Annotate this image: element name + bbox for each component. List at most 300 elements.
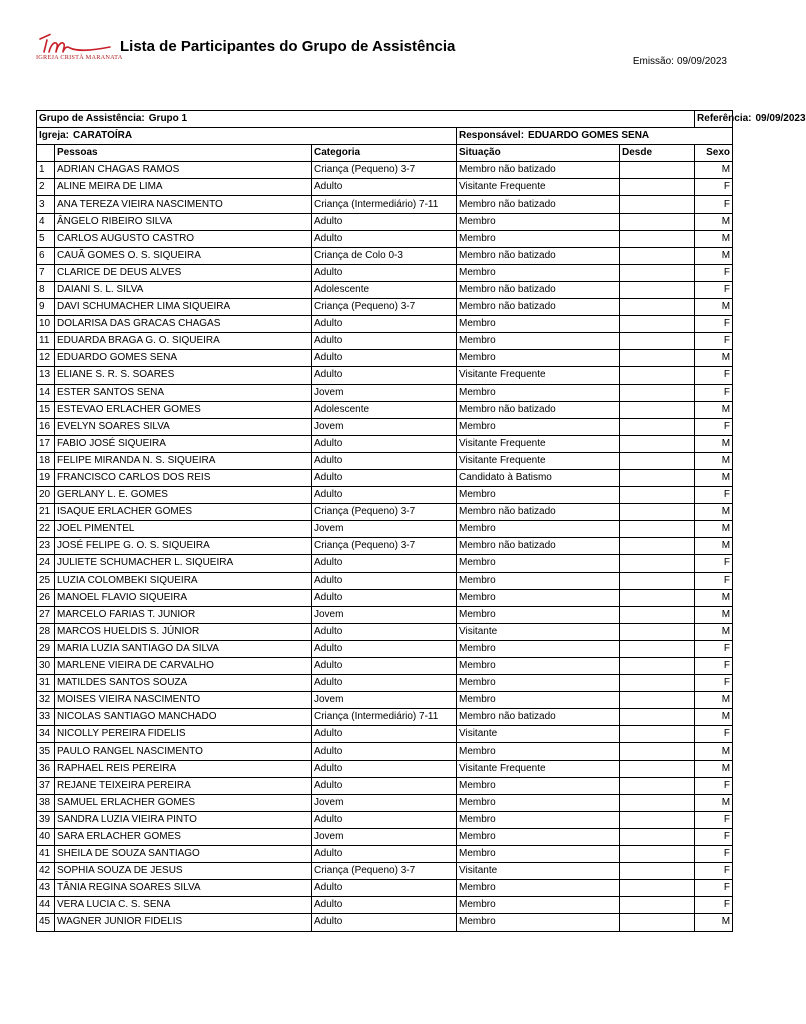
row-number: 23 bbox=[37, 538, 55, 555]
person-situation: Membro não batizado bbox=[457, 247, 620, 264]
row-number: 7 bbox=[37, 264, 55, 281]
church-info-row bbox=[37, 128, 733, 145]
person-category: Adolescente bbox=[312, 281, 457, 298]
row-number: 40 bbox=[37, 828, 55, 845]
person-since bbox=[620, 179, 695, 196]
person-category: Adulto bbox=[312, 213, 457, 230]
person-name: LUZIA COLOMBEKI SIQUEIRA bbox=[55, 572, 312, 589]
person-name: ELIANE S. R. S. SOARES bbox=[55, 367, 312, 384]
person-since bbox=[620, 401, 695, 418]
row-number: 38 bbox=[37, 794, 55, 811]
person-situation: Membro bbox=[457, 230, 620, 247]
person-category: Adulto bbox=[312, 760, 457, 777]
person-category: Criança (Intermediário) 7-11 bbox=[312, 196, 457, 213]
person-name: RAPHAEL REIS PEREIRA bbox=[55, 760, 312, 777]
row-number: 42 bbox=[37, 863, 55, 880]
group-label: Grupo de Assistência: bbox=[39, 113, 145, 125]
person-name: MARLENE VIEIRA DE CARVALHO bbox=[55, 658, 312, 675]
table-row bbox=[37, 538, 733, 555]
church-value: CARATOÍRA bbox=[73, 130, 133, 142]
table-row bbox=[37, 606, 733, 623]
table-row bbox=[37, 264, 733, 281]
row-number: 26 bbox=[37, 589, 55, 606]
person-sex: M bbox=[695, 435, 733, 452]
person-category: Adulto bbox=[312, 743, 457, 760]
person-since bbox=[620, 846, 695, 863]
person-category: Adulto bbox=[312, 555, 457, 572]
row-number: 44 bbox=[37, 897, 55, 914]
emission-label: Emissão: bbox=[632, 56, 674, 67]
table-row bbox=[37, 350, 733, 367]
person-category: Adulto bbox=[312, 316, 457, 333]
person-since bbox=[620, 452, 695, 469]
person-sex: M bbox=[695, 760, 733, 777]
person-sex: F bbox=[695, 726, 733, 743]
person-since bbox=[620, 743, 695, 760]
person-name: SANDRA LUZIA VIEIRA PINTO bbox=[55, 811, 312, 828]
responsible-value: EDUARDO GOMES SENA bbox=[528, 130, 650, 142]
person-situation: Membro bbox=[457, 811, 620, 828]
person-since bbox=[620, 299, 695, 316]
person-sex: F bbox=[695, 658, 733, 675]
person-since bbox=[620, 760, 695, 777]
row-number: 36 bbox=[37, 760, 55, 777]
person-category: Adulto bbox=[312, 435, 457, 452]
table-row bbox=[37, 504, 733, 521]
person-name: PAULO RANGEL NASCIMENTO bbox=[55, 743, 312, 760]
participants-table bbox=[36, 110, 806, 932]
person-situation: Membro bbox=[457, 828, 620, 845]
person-sex: M bbox=[695, 709, 733, 726]
person-situation: Membro bbox=[457, 692, 620, 709]
person-since bbox=[620, 880, 695, 897]
person-since bbox=[620, 640, 695, 657]
person-name: WAGNER JUNIOR FIDELIS bbox=[55, 914, 312, 931]
person-sex: M bbox=[695, 162, 733, 179]
person-category: Adulto bbox=[312, 264, 457, 281]
row-number: 14 bbox=[37, 384, 55, 401]
person-sex: M bbox=[695, 452, 733, 469]
row-number: 41 bbox=[37, 846, 55, 863]
person-name: JOSÉ FELIPE G. O. S. SIQUEIRA bbox=[55, 538, 312, 555]
row-number: 21 bbox=[37, 504, 55, 521]
person-situation: Membro bbox=[457, 589, 620, 606]
church-label: Igreja: bbox=[39, 130, 70, 142]
person-sex: M bbox=[695, 692, 733, 709]
header-situation: Situação bbox=[457, 145, 620, 162]
table-row bbox=[37, 589, 733, 606]
header-since: Desde bbox=[620, 145, 695, 162]
person-situation: Membro não batizado bbox=[457, 709, 620, 726]
group-info-row bbox=[37, 111, 733, 128]
row-number: 2 bbox=[37, 179, 55, 196]
table-row bbox=[37, 384, 733, 401]
person-category: Criança (Pequeno) 3-7 bbox=[312, 299, 457, 316]
person-situation: Membro bbox=[457, 640, 620, 657]
row-number: 28 bbox=[37, 623, 55, 640]
person-situation: Visitante bbox=[457, 726, 620, 743]
person-name: SARA ERLACHER GOMES bbox=[55, 828, 312, 845]
group-value: Grupo 1 bbox=[148, 113, 188, 125]
person-category: Adulto bbox=[312, 350, 457, 367]
person-name: ISAQUE ERLACHER GOMES bbox=[55, 504, 312, 521]
person-situation: Membro bbox=[457, 777, 620, 794]
person-category: Adulto bbox=[312, 623, 457, 640]
person-since bbox=[620, 247, 695, 264]
person-name: JOEL PIMENTEL bbox=[55, 521, 312, 538]
person-sex: F bbox=[695, 811, 733, 828]
page-title: Lista de Participantes do Grupo de Assistência bbox=[120, 38, 456, 55]
header-number bbox=[37, 145, 55, 162]
row-number: 10 bbox=[37, 316, 55, 333]
person-since bbox=[620, 504, 695, 521]
person-sex: M bbox=[695, 743, 733, 760]
person-sex: M bbox=[695, 299, 733, 316]
row-number: 11 bbox=[37, 333, 55, 350]
person-situation: Membro bbox=[457, 880, 620, 897]
person-name: DAIANI S. L. SILVA bbox=[55, 281, 312, 298]
person-category: Jovem bbox=[312, 794, 457, 811]
logo-caption: IGREJA CRISTÃ MARANATA bbox=[36, 54, 123, 61]
table-row bbox=[37, 777, 733, 794]
person-category: Criança (Pequeno) 3-7 bbox=[312, 863, 457, 880]
person-category: Adulto bbox=[312, 367, 457, 384]
table-row bbox=[37, 418, 733, 435]
table-row bbox=[37, 281, 733, 298]
person-sex: F bbox=[695, 863, 733, 880]
person-since bbox=[620, 418, 695, 435]
person-since bbox=[620, 384, 695, 401]
table-row bbox=[37, 794, 733, 811]
person-sex: F bbox=[695, 281, 733, 298]
person-sex: M bbox=[695, 589, 733, 606]
person-category: Criança (Pequeno) 3-7 bbox=[312, 504, 457, 521]
table-row bbox=[37, 162, 733, 179]
person-since bbox=[620, 572, 695, 589]
person-name: CARLOS AUGUSTO CASTRO bbox=[55, 230, 312, 247]
person-situation: Visitante bbox=[457, 623, 620, 640]
person-since bbox=[620, 589, 695, 606]
table-row bbox=[37, 863, 733, 880]
person-situation: Membro não batizado bbox=[457, 299, 620, 316]
row-number: 30 bbox=[37, 658, 55, 675]
person-sex: F bbox=[695, 880, 733, 897]
person-sex: F bbox=[695, 367, 733, 384]
table-row bbox=[37, 692, 733, 709]
table-row bbox=[37, 623, 733, 640]
person-name: MATILDES SANTOS SOUZA bbox=[55, 675, 312, 692]
responsible-cell bbox=[457, 128, 733, 145]
person-name: FRANCISCO CARLOS DOS REIS bbox=[55, 469, 312, 486]
table-row bbox=[37, 709, 733, 726]
person-name: SOPHIA SOUZA DE JESUS bbox=[55, 863, 312, 880]
row-number: 29 bbox=[37, 640, 55, 657]
person-category: Criança (Pequeno) 3-7 bbox=[312, 162, 457, 179]
person-sex: M bbox=[695, 213, 733, 230]
person-name: FELIPE MIRANDA N. S. SIQUEIRA bbox=[55, 452, 312, 469]
person-sex: F bbox=[695, 640, 733, 657]
person-since bbox=[620, 623, 695, 640]
person-since bbox=[620, 555, 695, 572]
person-since bbox=[620, 367, 695, 384]
person-since bbox=[620, 162, 695, 179]
row-number: 45 bbox=[37, 914, 55, 931]
row-number: 35 bbox=[37, 743, 55, 760]
person-sex: M bbox=[695, 230, 733, 247]
row-number: 9 bbox=[37, 299, 55, 316]
person-name: REJANE TEIXEIRA PEREIRA bbox=[55, 777, 312, 794]
row-number: 27 bbox=[37, 606, 55, 623]
person-situation: Membro bbox=[457, 658, 620, 675]
row-number: 5 bbox=[37, 230, 55, 247]
person-name: EDUARDA BRAGA G. O. SIQUEIRA bbox=[55, 333, 312, 350]
row-number: 4 bbox=[37, 213, 55, 230]
person-sex: M bbox=[695, 469, 733, 486]
person-since bbox=[620, 521, 695, 538]
row-number: 16 bbox=[37, 418, 55, 435]
person-situation: Membro bbox=[457, 555, 620, 572]
table-row bbox=[37, 828, 733, 845]
person-category: Adulto bbox=[312, 572, 457, 589]
person-situation: Membro bbox=[457, 487, 620, 504]
person-since bbox=[620, 264, 695, 281]
person-category: Adulto bbox=[312, 589, 457, 606]
row-number: 39 bbox=[37, 811, 55, 828]
person-since bbox=[620, 606, 695, 623]
person-since bbox=[620, 658, 695, 675]
person-situation: Membro não batizado bbox=[457, 281, 620, 298]
person-sex: F bbox=[695, 264, 733, 281]
person-name: GERLANY L. E. GOMES bbox=[55, 487, 312, 504]
row-number: 37 bbox=[37, 777, 55, 794]
person-situation: Membro bbox=[457, 794, 620, 811]
table-row bbox=[37, 658, 733, 675]
person-category: Jovem bbox=[312, 418, 457, 435]
person-name: CAUÃ GOMES O. S. SIQUEIRA bbox=[55, 247, 312, 264]
table-row bbox=[37, 299, 733, 316]
table-row bbox=[37, 914, 733, 931]
person-name: SHEILA DE SOUZA SANTIAGO bbox=[55, 846, 312, 863]
person-since bbox=[620, 487, 695, 504]
row-number: 6 bbox=[37, 247, 55, 264]
emission-value: 09/09/2023 bbox=[676, 56, 727, 67]
table-row bbox=[37, 247, 733, 264]
table-row bbox=[37, 760, 733, 777]
person-category: Criança (Pequeno) 3-7 bbox=[312, 538, 457, 555]
person-since bbox=[620, 828, 695, 845]
row-number: 3 bbox=[37, 196, 55, 213]
person-situation: Membro bbox=[457, 606, 620, 623]
person-situation: Membro bbox=[457, 350, 620, 367]
person-name: FABIO JOSÉ SIQUEIRA bbox=[55, 435, 312, 452]
row-number: 15 bbox=[37, 401, 55, 418]
person-category: Adolescente bbox=[312, 401, 457, 418]
person-situation: Membro bbox=[457, 914, 620, 931]
person-category: Adulto bbox=[312, 914, 457, 931]
person-sex: F bbox=[695, 828, 733, 845]
person-situation: Visitante bbox=[457, 863, 620, 880]
person-name: NICOLAS SANTIAGO MANCHADO bbox=[55, 709, 312, 726]
table-row bbox=[37, 316, 733, 333]
person-category: Adulto bbox=[312, 777, 457, 794]
person-situation: Membro não batizado bbox=[457, 538, 620, 555]
row-number: 13 bbox=[37, 367, 55, 384]
person-situation: Membro bbox=[457, 316, 620, 333]
table-header-row bbox=[37, 145, 733, 162]
person-sex: F bbox=[695, 179, 733, 196]
person-name: MANOEL FLAVIO SIQUEIRA bbox=[55, 589, 312, 606]
person-name: MARCOS HUELDIS S. JÚNIOR bbox=[55, 623, 312, 640]
person-name: MARCELO FARIAS T. JUNIOR bbox=[55, 606, 312, 623]
person-name: DAVI SCHUMACHER LIMA SIQUEIRA bbox=[55, 299, 312, 316]
person-name: JULIETE SCHUMACHER L. SIQUEIRA bbox=[55, 555, 312, 572]
person-category: Adulto bbox=[312, 179, 457, 196]
table-row bbox=[37, 675, 733, 692]
person-since bbox=[620, 469, 695, 486]
person-sex: M bbox=[695, 521, 733, 538]
person-since bbox=[620, 196, 695, 213]
table-row bbox=[37, 401, 733, 418]
person-situation: Membro bbox=[457, 418, 620, 435]
person-category: Adulto bbox=[312, 452, 457, 469]
person-name: VERA LUCIA C. S. SENA bbox=[55, 897, 312, 914]
emission-date bbox=[630, 56, 727, 67]
person-category: Criança (Intermediário) 7-11 bbox=[312, 709, 457, 726]
person-category: Adulto bbox=[312, 897, 457, 914]
header-sex: Sexo bbox=[695, 145, 733, 162]
table-row bbox=[37, 811, 733, 828]
person-since bbox=[620, 811, 695, 828]
person-sex: M bbox=[695, 623, 733, 640]
person-category: Adulto bbox=[312, 846, 457, 863]
person-since bbox=[620, 538, 695, 555]
person-sex: F bbox=[695, 675, 733, 692]
person-name: ADRIAN CHAGAS RAMOS bbox=[55, 162, 312, 179]
header-category: Categoria bbox=[312, 145, 457, 162]
table-row bbox=[37, 452, 733, 469]
person-category: Adulto bbox=[312, 640, 457, 657]
row-number: 24 bbox=[37, 555, 55, 572]
person-sex: F bbox=[695, 777, 733, 794]
row-number: 31 bbox=[37, 675, 55, 692]
person-category: Jovem bbox=[312, 606, 457, 623]
table-row bbox=[37, 487, 733, 504]
row-number: 22 bbox=[37, 521, 55, 538]
table-row bbox=[37, 213, 733, 230]
person-since bbox=[620, 435, 695, 452]
person-situation: Membro bbox=[457, 213, 620, 230]
table-row bbox=[37, 333, 733, 350]
table-row bbox=[37, 640, 733, 657]
person-category: Adulto bbox=[312, 333, 457, 350]
table-row bbox=[37, 846, 733, 863]
person-situation: Membro bbox=[457, 521, 620, 538]
person-since bbox=[620, 333, 695, 350]
person-situation: Membro bbox=[457, 572, 620, 589]
reference-cell bbox=[695, 111, 806, 128]
person-category: Jovem bbox=[312, 384, 457, 401]
church-cell bbox=[37, 128, 457, 145]
person-name: EDUARDO GOMES SENA bbox=[55, 350, 312, 367]
responsible-label: Responsável: bbox=[459, 130, 525, 142]
row-number: 32 bbox=[37, 692, 55, 709]
row-number: 1 bbox=[37, 162, 55, 179]
table-row bbox=[37, 469, 733, 486]
person-situation: Membro não batizado bbox=[457, 162, 620, 179]
person-situation: Candidato à Batismo bbox=[457, 469, 620, 486]
person-since bbox=[620, 777, 695, 794]
person-since bbox=[620, 281, 695, 298]
person-since bbox=[620, 675, 695, 692]
row-number: 34 bbox=[37, 726, 55, 743]
row-number: 25 bbox=[37, 572, 55, 589]
person-sex: F bbox=[695, 572, 733, 589]
header-people: Pessoas bbox=[55, 145, 312, 162]
person-name: ALINE MEIRA DE LIMA bbox=[55, 179, 312, 196]
person-name: ESTEVAO ERLACHER GOMES bbox=[55, 401, 312, 418]
person-category: Adulto bbox=[312, 487, 457, 504]
person-situation: Visitante Frequente bbox=[457, 435, 620, 452]
person-sex: M bbox=[695, 538, 733, 555]
row-number: 19 bbox=[37, 469, 55, 486]
person-sex: F bbox=[695, 333, 733, 350]
person-name: DOLARISA DAS GRACAS CHAGAS bbox=[55, 316, 312, 333]
person-category: Jovem bbox=[312, 828, 457, 845]
person-sex: F bbox=[695, 316, 733, 333]
person-situation: Membro não batizado bbox=[457, 401, 620, 418]
table-row bbox=[37, 743, 733, 760]
person-sex: F bbox=[695, 384, 733, 401]
person-sex: F bbox=[695, 897, 733, 914]
person-since bbox=[620, 230, 695, 247]
row-number: 33 bbox=[37, 709, 55, 726]
person-sex: F bbox=[695, 846, 733, 863]
person-sex: M bbox=[695, 794, 733, 811]
person-name: MOISES VIEIRA NASCIMENTO bbox=[55, 692, 312, 709]
person-category: Adulto bbox=[312, 658, 457, 675]
person-name: EVELYN SOARES SILVA bbox=[55, 418, 312, 435]
table-row bbox=[37, 196, 733, 213]
row-number: 18 bbox=[37, 452, 55, 469]
table-row bbox=[37, 572, 733, 589]
table-row bbox=[37, 521, 733, 538]
person-situation: Visitante Frequente bbox=[457, 367, 620, 384]
reference-label: Referência: bbox=[697, 113, 752, 125]
person-sex: F bbox=[695, 487, 733, 504]
reference-value: 09/09/2023 bbox=[755, 113, 806, 125]
table-row bbox=[37, 897, 733, 914]
person-situation: Membro bbox=[457, 743, 620, 760]
person-since bbox=[620, 794, 695, 811]
table-row bbox=[37, 179, 733, 196]
table-row bbox=[37, 555, 733, 572]
person-situation: Visitante Frequente bbox=[457, 452, 620, 469]
person-category: Adulto bbox=[312, 811, 457, 828]
table-row bbox=[37, 367, 733, 384]
person-sex: F bbox=[695, 555, 733, 572]
row-number: 43 bbox=[37, 880, 55, 897]
person-situation: Visitante Frequente bbox=[457, 179, 620, 196]
row-number: 20 bbox=[37, 487, 55, 504]
person-since bbox=[620, 914, 695, 931]
person-sex: F bbox=[695, 196, 733, 213]
row-number: 8 bbox=[37, 281, 55, 298]
person-name: ESTER SANTOS SENA bbox=[55, 384, 312, 401]
person-name: MARIA LUZIA SANTIAGO DA SILVA bbox=[55, 640, 312, 657]
table-row bbox=[37, 230, 733, 247]
row-number: 17 bbox=[37, 435, 55, 452]
person-situation: Membro bbox=[457, 264, 620, 281]
